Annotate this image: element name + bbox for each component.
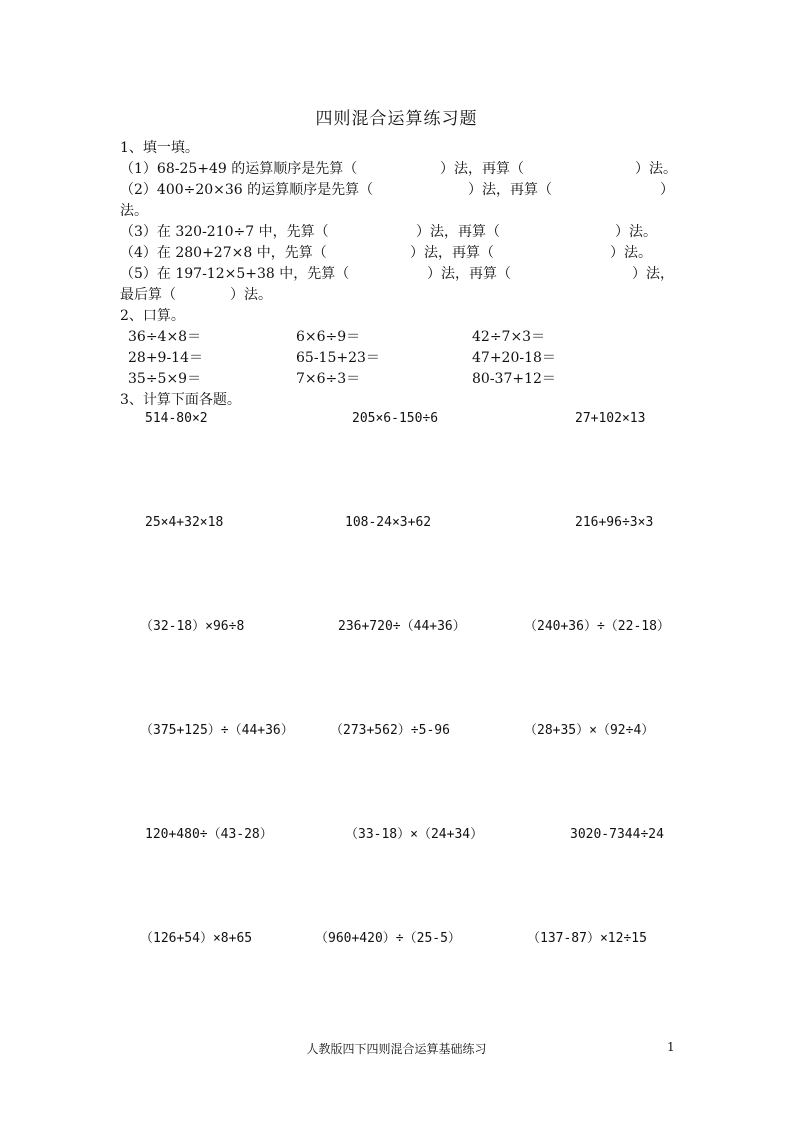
q2-part-a: （2）400÷20×36 的运算顺序是先算（	[120, 182, 374, 198]
page-footer: 人教版四下四则混合运算基础练习	[306, 1042, 487, 1056]
fill-question-4	[120, 243, 675, 264]
calc-item: 236+720÷（44+36）	[338, 619, 466, 634]
calc-item: （375+125）÷（44+36）	[140, 723, 294, 738]
fill-question-5	[120, 264, 675, 285]
calc-item: 120+480÷（43-28）	[145, 827, 273, 842]
calc-row-1	[0, 408, 793, 430]
oral-row-2	[128, 348, 608, 369]
oral-item: 7×6÷3＝	[296, 371, 361, 387]
oral-item: 28+9-14＝	[128, 350, 203, 366]
fill-question-1	[120, 159, 675, 180]
calc-item: （137-87）×12÷15	[527, 931, 647, 946]
q5-part-d: 最后算（	[120, 287, 176, 303]
q1-part-c: ）法。	[635, 161, 677, 177]
calc-row-4	[0, 720, 793, 742]
q1-part-a: （1）68-25+49 的运算顺序是先算（	[120, 161, 358, 177]
calc-item: 216+96÷3×3	[575, 515, 654, 530]
calc-item: 3020-7344÷24	[570, 827, 664, 842]
fill-question-5-cont	[120, 285, 675, 306]
q2-part-d: 法。	[120, 203, 148, 219]
fill-question-3	[120, 222, 675, 243]
oral-item: 80-37+12＝	[472, 371, 556, 387]
q2-part-c: ）	[660, 182, 674, 198]
oral-item: 47+20-18＝	[472, 350, 556, 366]
calc-item: 27+102×13	[575, 411, 646, 426]
q5-part-b: ）法，再算（	[427, 266, 511, 282]
q4-part-c: ）法。	[610, 245, 652, 261]
fill-question-2	[120, 180, 675, 201]
section2-heading: 2、口算。	[120, 308, 185, 324]
calc-item: 205×6-150÷6	[352, 411, 439, 426]
q1-part-b: ）法，再算（	[440, 161, 524, 177]
calc-item: （33-18）×（24+34）	[345, 827, 484, 842]
calc-item: 25×4+32×18	[145, 515, 224, 530]
q3-part-a: （3）在 320-210÷7 中，先算（	[120, 224, 329, 240]
calc-item: （28+35）×（92÷4）	[524, 723, 655, 738]
oral-item: 36÷4×8＝	[128, 329, 202, 345]
oral-item: 6×6÷9＝	[296, 329, 361, 345]
q3-part-c: ）法。	[615, 224, 657, 240]
calc-item: 108-24×3+62	[345, 515, 432, 530]
calc-row-6	[0, 928, 793, 950]
calc-item: （126+54）×8+65	[140, 931, 253, 946]
calc-row-5	[0, 824, 793, 846]
calc-row-2	[0, 512, 793, 534]
q4-part-b: ）法，再算（	[410, 245, 494, 261]
calc-item: （240+36）÷（22-18）	[524, 619, 670, 634]
q3-part-b: ）法，再算（	[416, 224, 500, 240]
q5-part-c: ）法，	[632, 266, 674, 282]
calc-item: （273+562）÷5-96	[330, 723, 450, 738]
oral-item: 35÷5×9＝	[128, 371, 202, 387]
page-title: 四则混合运算练习题	[315, 109, 478, 129]
oral-item: 65-15+23＝	[296, 350, 380, 366]
q2-part-b: ）法，再算（	[468, 182, 552, 198]
oral-row-3	[128, 369, 608, 390]
q5-part-e: ）法。	[230, 287, 272, 303]
oral-row-1	[128, 327, 608, 348]
page-number: 1	[667, 1040, 675, 1054]
section3-heading: 3、计算下面各题。	[120, 392, 241, 408]
q4-part-a: （4）在 280+27×8 中，先算（	[120, 245, 327, 261]
q5-part-a: （5）在 197-12×5+38 中，先算（	[120, 266, 350, 282]
calc-item: 514-80×2	[145, 411, 208, 426]
section1-heading: 1、填一填。	[120, 140, 199, 156]
oral-item: 42÷7×3＝	[472, 329, 546, 345]
calc-item: （32-18）×96÷8	[140, 619, 245, 634]
calc-row-3	[0, 616, 793, 638]
calc-item: （960+420）÷（25-5）	[315, 931, 461, 946]
